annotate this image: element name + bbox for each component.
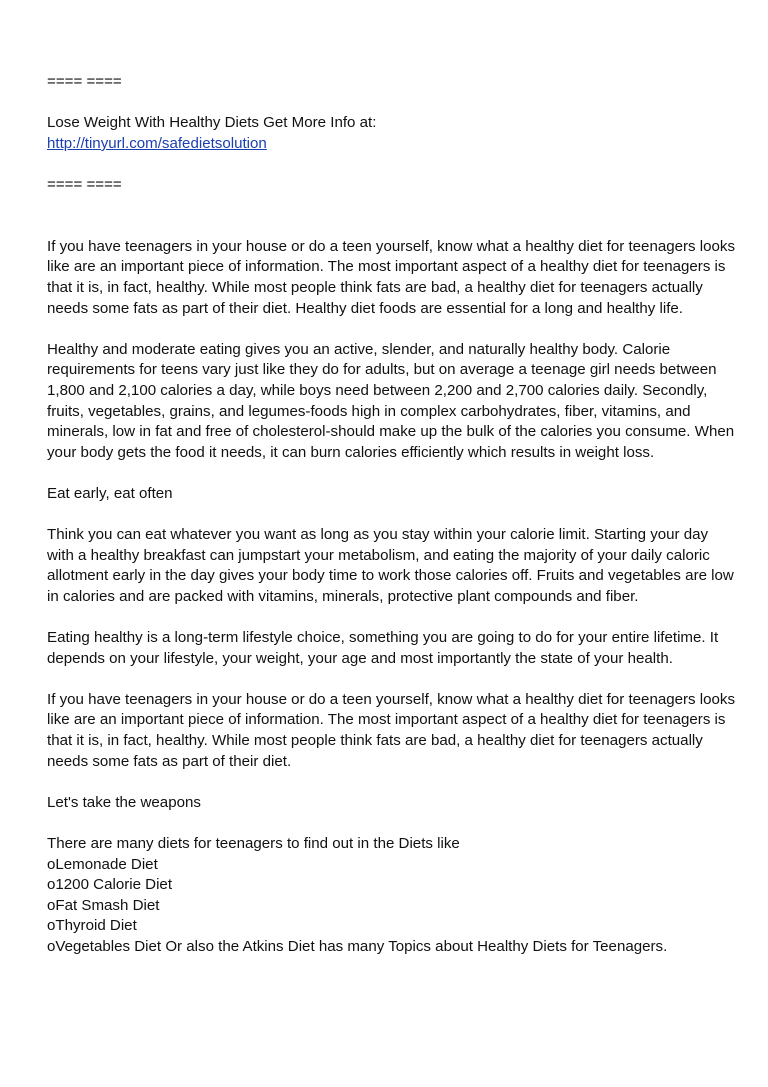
spacer: [47, 813, 737, 834]
section-heading-weapons: Let's take the weapons: [47, 793, 201, 811]
spacer: [47, 504, 737, 525]
paragraph-4: Eating healthy is a long-term lifestyle choice, something you are going to do for your entire lifetime. It depends on your lifestyle, your weight, your age and most importantly the state of your health.: [47, 629, 719, 667]
list-item: oThyroid Diet: [47, 917, 137, 935]
spacer: [47, 607, 737, 628]
promo-text: Lose Weight With Healthy Diets Get More Info at:: [47, 114, 377, 132]
promo-link[interactable]: http://tinyurl.com/safedietsolution: [47, 134, 267, 152]
spacer: [47, 154, 737, 175]
separator-bottom: ==== ====: [47, 175, 122, 193]
separator-top: ==== ====: [47, 73, 122, 90]
spacer: [47, 463, 737, 484]
spacer: [47, 669, 737, 690]
list-item: o1200 Calorie Diet: [47, 876, 173, 894]
section-heading-eat-early: Eat early, eat often: [47, 484, 173, 502]
spacer: [47, 196, 737, 237]
paragraph-2: Healthy and moderate eating gives you an active, slender, and naturally healthy body. Calorie requirements for teens vary just like they do for adults, but on average a teenage girl needs between 1,800 and 2,100 calories a day, while boys need between 2,200 and 2,700 calories daily. Secondly, fruits, vegetables, grains, and legumes-foods high in complex carbohydrates, fiber, vitamins, and minerals, low in fat and free of cholesterol-should make up the bulk of the calories you consume. When your body gets the food it needs, it can burn calories efficiently which results in weight loss.: [47, 340, 735, 461]
document-page: [47, 72, 737, 958]
spacer: [47, 93, 737, 114]
list-item: oFat Smash Diet: [47, 896, 160, 914]
list-item: oVegetables Diet Or also the Atkins Diet has many Topics about Healthy Diets for Teenagers.: [47, 937, 668, 955]
list-intro: There are many diets for teenagers to find out in the Diets like: [47, 834, 460, 852]
spacer: [47, 319, 737, 340]
list-item: oLemonade Diet: [47, 855, 158, 873]
paragraph-5: If you have teenagers in your house or do a teen yourself, know what a healthy diet for teenagers looks like are an important piece of information. The most important aspect of a healthy diet for teenagers is that it is, in fact, healthy. While most people think fats are bad, a healthy diet for teenagers actually needs some fats as part of their diet.: [47, 690, 736, 770]
spacer: [47, 772, 737, 793]
diet-list: [47, 855, 737, 958]
paragraph-1: If you have teenagers in your house or do a teen yourself, know what a healthy diet for teenagers looks like are an important piece of information. The most important aspect of a healthy diet for teenagers is that it is, in fact, healthy. While most people think fats are bad, a healthy diet for teenagers actually needs some fats as part of their diet. Healthy diet foods are essential for a long and healthy life.: [47, 237, 736, 317]
paragraph-3: Think you can eat whatever you want as long as you stay within your calorie limit. Starting your day with a healthy breakfast can jumpstart your metabolism, and eating the majority of your daily caloric allotment early in the day gives your body time to work those calories off. Fruits and vegetables are low in calories and are packed with vitamins, minerals, protective plant compounds and fiber.: [47, 526, 734, 605]
